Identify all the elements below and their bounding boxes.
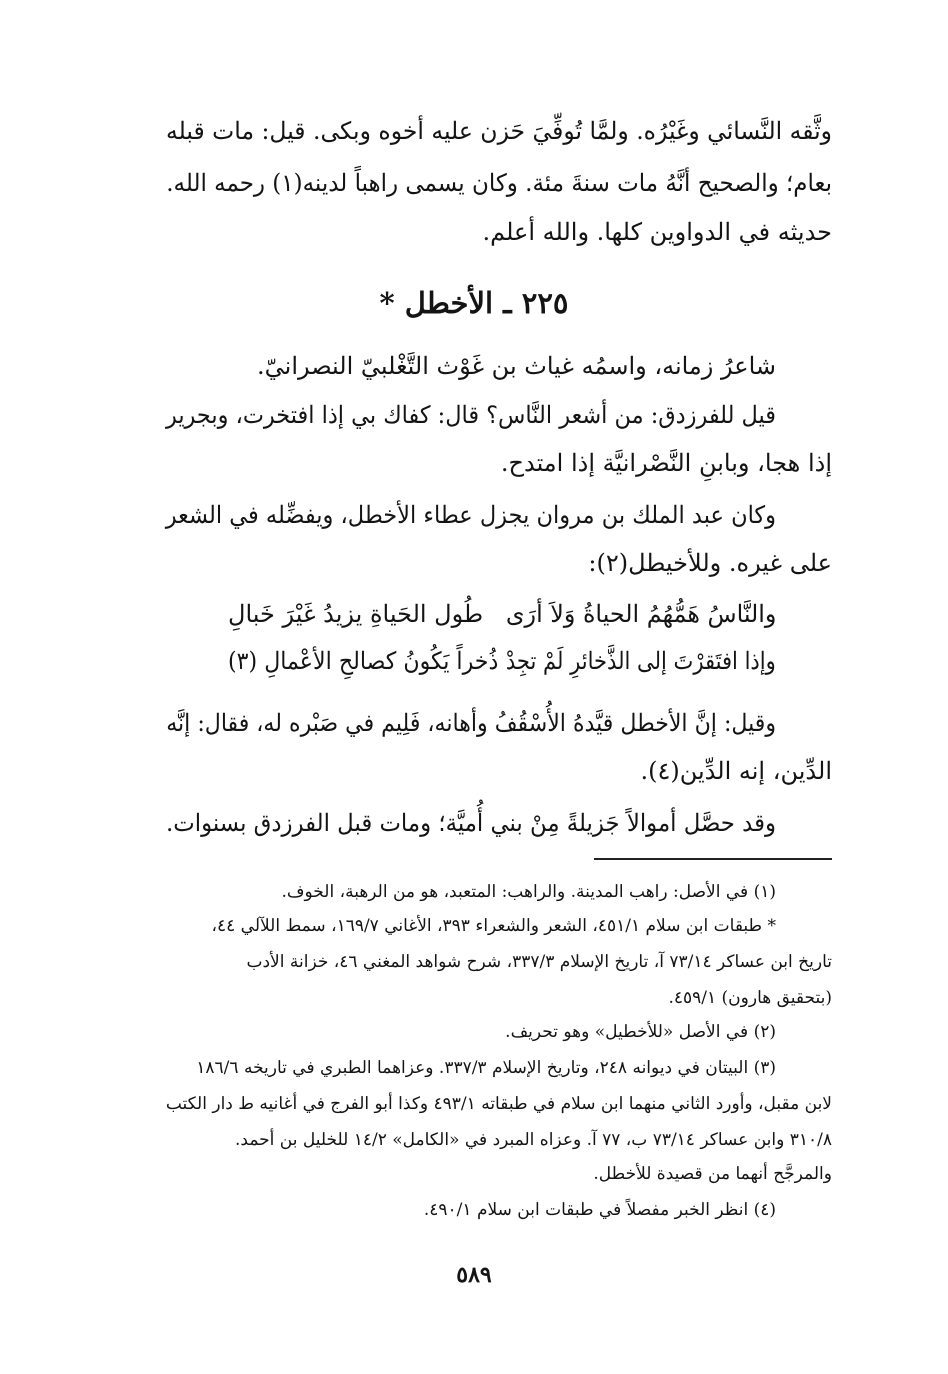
text-line: الدِّين، إنه الدِّين(٤). <box>640 757 832 785</box>
footnote-line: (٣) البيتان في ديوانه ٢٤٨، وتاريخ الإسلام ٣٣٧/٣. وعزاهما الطبري في تاريخه ١٨٦/٦ <box>196 1058 776 1078</box>
text-line: على غيره. وللأخيطل(٢): <box>588 549 832 577</box>
text-line: حديثه في الدواوين كلها. والله أعلم. <box>482 218 832 246</box>
text-line: قيل للفرزدق: من أشعر النَّاس؟ قال: كفاك بي إذا افتخرت، وبجرير <box>165 401 776 429</box>
footnote-line: ٣١٠/٨ وابن عساكر ٧٣/١٤ ب، ٧٧ آ. وعزاه المبرد في «الكامل» ١٤/٢ للخليل بن أحمد. <box>235 1130 832 1150</box>
footnote-separator <box>594 858 832 860</box>
footnote-line: تاريخ ابن عساكر ٧٣/١٤ آ، تاريخ الإسلام ٣٣٧/٣، شرح شواهد المغني ٤٦، خزانة الأدب <box>246 952 832 972</box>
verse-first-hemistich: والنَّاسُ هَمُّهُمُ الحياةُ وَلاَ أرَى <box>505 600 776 628</box>
text-line: وقد حصَّل أموالاً جَزيلةً مِنْ بني أُميَّة؛ ومات قبل الفرزدق بسنوات. <box>166 809 776 837</box>
footnote-line: (٤) انظر الخبر مفصلاً في طبقات ابن سلام ٤٩٠/١. <box>423 1200 776 1220</box>
verse-second-hemistich: طُول الحَياةِ يزيدُ غَيْرَ خَبالِ <box>228 600 484 628</box>
text-line: شاعرُ زمانه، واسمُه غياث بن غَوْث التَّغْلبيّ النصرانيّ. <box>257 352 776 380</box>
text-line: وكان عبد الملك بن مروان يجزل عطاء الأخطل، ويفضِّله في الشعر <box>165 501 776 529</box>
footnote-line: (٢) في الأصل «للأخطيل» وهو تحريف. <box>505 1022 776 1042</box>
footnote-line: (بتحقيق هارون) ٤٥٩/١. <box>668 988 832 1008</box>
text-line: وقيل: إنَّ الأخطل قيَّدهُ الأُسْقُفُ وأهانه، فَلِيم في صَبْره له، فقال: إنَّه <box>166 709 776 737</box>
entry-heading: ٢٢٥ ـ الأخطل * <box>379 286 569 320</box>
verse-second-hemistich: ذُخراً يَكُونُ كصالحِ الأعْمالِ (٣) <box>228 647 499 675</box>
footnote-line: لابن مقبل، وأورد الثاني منهما ابن سلام في طبقاته ٤٩٣/١ وكذا أبو الفرج في أغانيه ط دار الكتب <box>165 1094 832 1114</box>
verse-first-hemistich: وإذا افتَقرْتَ إلى الذَّخائرِ لَمْ تجِدْ <box>506 647 776 675</box>
text-line: إذا هجا، وبابنِ النَّصْرانيَّة إذا امتدح. <box>500 449 832 477</box>
text-line: بعام؛ والصحيح أنَّهُ مات سنةَ مئة. وكان يسمى راهباً لدينه(١) رحمه الله. <box>166 169 832 197</box>
page-number: ٥٨٩ <box>456 1262 492 1288</box>
footnote-line: (١) في الأصل: راهب المدينة. والراهب: المتعبد، هو من الرهبة، الخوف. <box>281 882 776 902</box>
text-line: وثَّقه النَّسائي وغَيْرُه. ولمَّا تُوفِّيَ حَزن عليه أخوه وبكى. قيل: مات قبله <box>166 117 832 145</box>
footnote-line: * طبقات ابن سلام ٤٥١/١، الشعر والشعراء ٣٩٣، الأغاني ١٦٩/٧، سمط اللآلي ٤٤، <box>211 916 776 936</box>
footnote-line: والمرجَّح أنهما من قصيدة للأخطل. <box>593 1164 832 1184</box>
